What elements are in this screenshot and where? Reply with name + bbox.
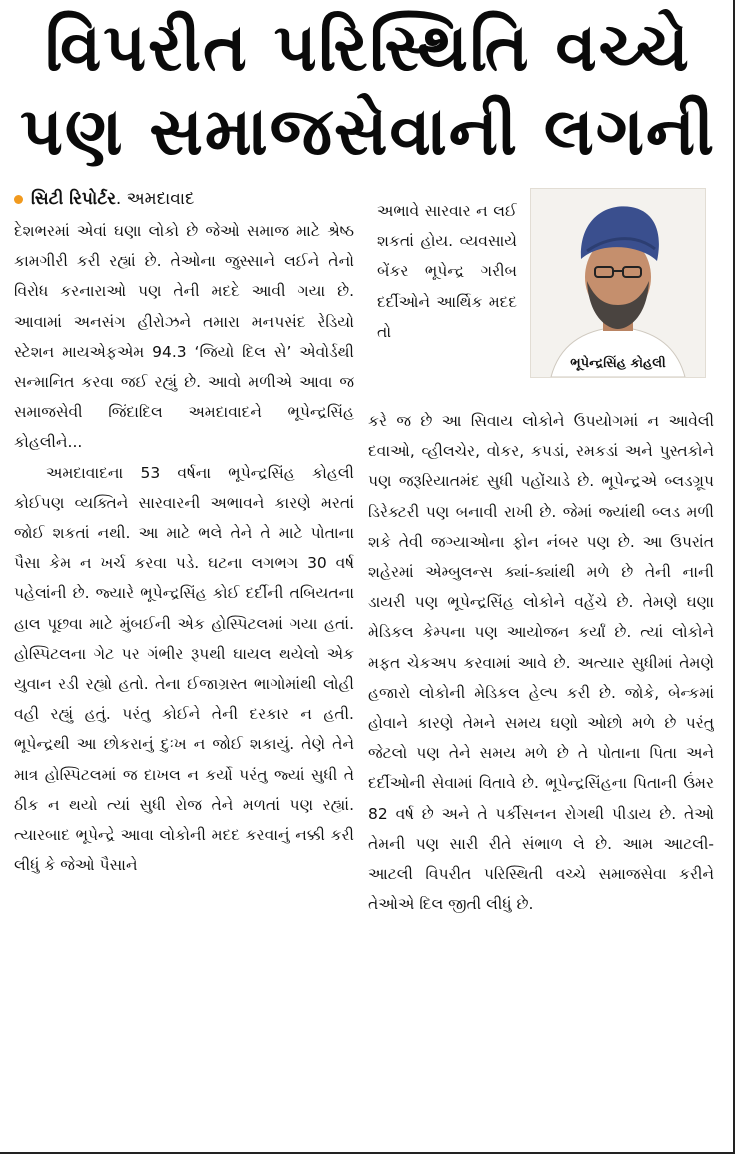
headline-line-2: પણ સમાજસેવાની લગની bbox=[20, 93, 716, 170]
left-column bbox=[14, 216, 354, 1136]
headline-line-1: વિપરીત પરિસ્થિતિ વચ્ચે bbox=[45, 9, 691, 86]
right-top-text: અભાવે સારવાર ન લઈ શકતાં હોય. વ્યવસાયે બેંકર ભૂપેન્દ્ર ગરીબ દર્દીઓને આર્થિક મદદ તો bbox=[377, 202, 517, 341]
byline bbox=[14, 186, 354, 212]
right-column-top bbox=[377, 196, 517, 386]
left-paragraph-1: દેશભરમાં એવાં ઘણા લોકો છે જેઓ સમાજ માટે શ્રેષ્ઠ કામગીરી કરી રહ્યાં છે. તેઓના જુસ્સાને લઈને તેનો વિરોધ કરનારાઓ પણ તેની મદદે આવી ગયા છે. આવામાં અનસંગ હીરોઝને તમારા મનપસંદ રેડિયો સ્ટેશન માયએફએમ 94.3 ‘જિયો દિલ સે’ એવોર્ડથી સન્માનિત કરવા જઈ રહ્યું છે. આવો મળીએ આવા જ સમાજસેવી જિંદાદિલ અમદાવાદને ભૂપેન્દ્રસિંહ કોહલીને... bbox=[14, 222, 354, 452]
byline-author: સિટી રિપોર્ટર bbox=[31, 189, 116, 209]
right-column bbox=[368, 406, 714, 1136]
portrait-photo bbox=[530, 188, 706, 378]
bullet-icon bbox=[14, 195, 23, 204]
headline bbox=[18, 6, 718, 174]
left-paragraph-2: અમદાવાદના 53 વર્ષના ભૂપેન્દ્રસિંહ કોહલી કોઈપણ વ્યક્તિને સારવારની અભાવને કારણે મરતાં જોઈ શકતાં નથી. આ માટે ભલે તેને તે માટે પોતાના પૈસા કેમ ન ખર્ચ કરવા પડે. ઘટના લગભગ 30 વર્ષ પહેલાંની છે. જ્યારે ભૂપેન્દ્રસિંહ કોઈ દર્દીની તબિયતના હાલ પૂછવા માટે મુંબઈની એક હોસ્પિટલમાં ગયા હતાં. હોસ્પિટલના ગેટ પર ગંભીર રૂપથી ઘાયલ થયેલો એક યુવાન રડી રહ્યો હતો. તેના ઈજાગ્રસ્ત ભાગોમાંથી લોહી વહી રહ્યું હતું. પરંતુ કોઈને તેની દરકાર ન હતી. ભૂપેન્દ્રથી આ છોકરાનું દુઃખ ન જોઈ શકાયું. તેણે તેને માત્ર હોસ્પિટલમાં જ દાખલ ન કર્યો પરંતુ જ્યાં સુધી તે ઠીક ન થયો ત્યાં સુધી રોજ તેને મળતાં પણ રહ્યાં. ત્યારબાદ ભૂપેન્દ્રે આવા લોકોની મદદ કરવાનું નક્કી કરી લીધું કે જેઓ પૈસાને bbox=[14, 463, 354, 875]
right-column-text: કરે જ છે આ સિવાય લોકોને ઉપયોગમાં ન આવેલી દવાઓ, વ્હીલચેર, વોકર, કપડાં, રમકડાં અને પુસ્તકોને પણ જરૂરિયાતમંદ સુધી પહોંચાડે છે. ભૂપેન્દ્રએ બ્લડગ્રૂપ ડિરેક્ટરી પણ બનાવી રાખી છે. જેમાં જ્યાંથી બ્લડ મળી શકે તેવી જગ્યાઓના ફોન નંબર પણ છે. આ ઉપરાંત શહેરમાં એમ્બુલન્સ ક્યાં-ક્યાંથી મળે છે તેની નાની ડાયરી પણ ભૂપેન્દ્રસિંહ લોકોને વહેંચે છે. તેમણે ઘણા મેડિકલ કેમ્પના પણ આયોજન કર્યાં છે. ત્યાં લોકોને મફત ચેકઅપ કરવામાં આવે છે. અત્યાર સુધીમાં તેમણે હજારો લોકોની મેડિકલ હેલ્પ કરી છે. જોકે, બેન્કમાં હોવાને કારણે તેમને સમય ઘણો ઓછો મળે છે પરંતુ જેટલો પણ તેને સમય મળે છે તે પોતાના પિતા અને દર્દીઓની સેવામાં વિતાવે છે. ભૂપેન્દ્રસિંહના પિતાની ઉંમર 82 વર્ષ છે અને તે પર્કીસનન રોગથી પીડાય છે. તેઓ તેમની પણ સારી રીતે સંભાળ લે છે. આમ આટલી-આટલી વિપરીત પરિસ્થિતી વચ્ચે સમાજસેવા કરીને તેઓએ દિલ જીતી લીધું છે. bbox=[368, 412, 714, 914]
photo-caption: ભૂપેન્દ્રસિંહ કોહલી bbox=[570, 356, 666, 371]
portrait-image bbox=[531, 189, 705, 377]
byline-city: . અમદાવાદ bbox=[115, 189, 195, 209]
